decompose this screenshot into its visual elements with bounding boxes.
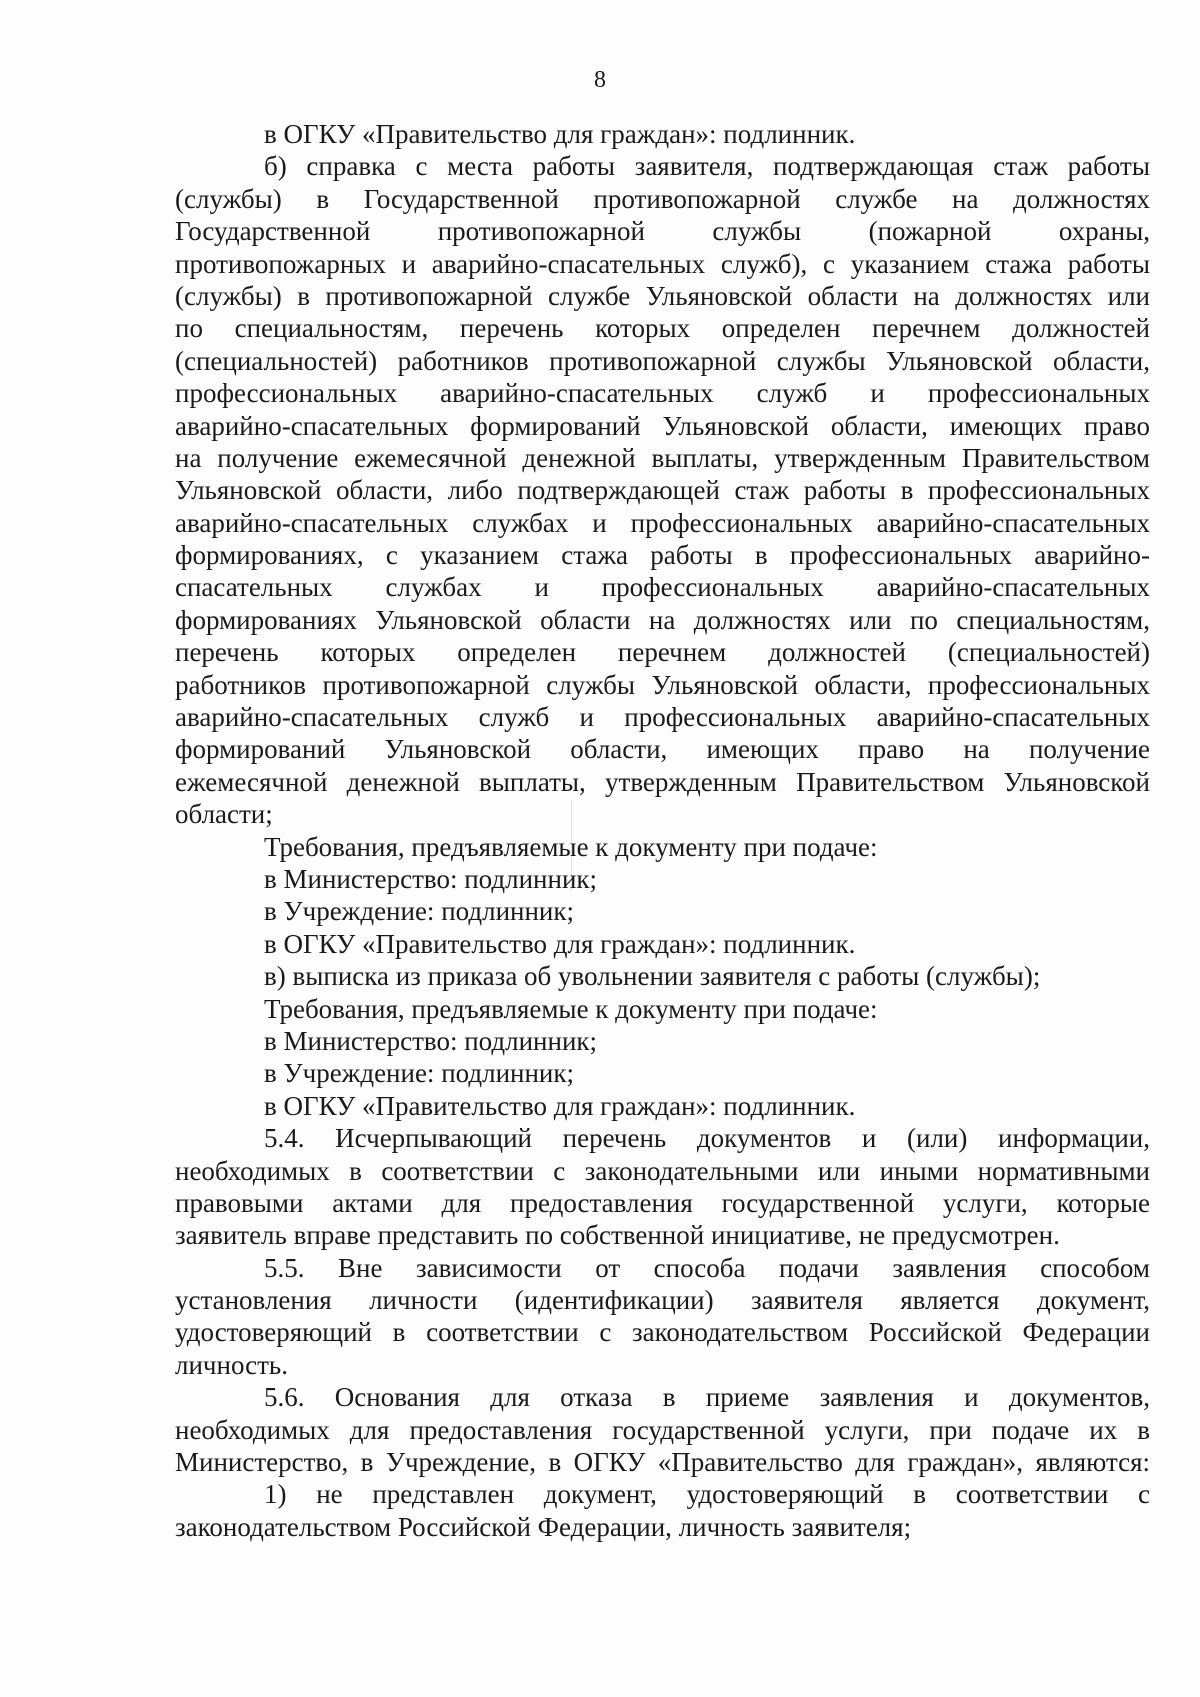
text-line: б) справка с места работы заявителя, подтверждающая стаж работы (264, 151, 1150, 182)
text-line: Требования, предъявляемые к документу при подаче: (264, 831, 878, 862)
text-line: профессиональных аварийно-спасательных служб и профессиональных (175, 378, 1150, 409)
document-body (175, 118, 1150, 1543)
text-line: законодательством Российской Федерации, личность заявителя; (175, 1511, 912, 1542)
text-line: в Министерство: подлинник; (264, 863, 598, 894)
text-line: в ОГКУ «Правительство для граждан»: подлинник. (264, 1090, 856, 1121)
text-line: 1) не представлен документ, удостоверяющий в соответствии с (264, 1479, 1150, 1510)
text-line: по специальностям, перечень которых определен перечнем должностей (175, 313, 1150, 344)
text-line: личность. (175, 1349, 288, 1380)
text-line: в) выписка из приказа об увольнении заявителя с работы (службы); (264, 961, 1041, 992)
text-line: заявитель вправе представить по собственной инициативе, не предусмотрен. (175, 1220, 1060, 1251)
text-line: работников противопожарной службы Ульяновской области, профессиональных (175, 669, 1150, 700)
text-line: в Министерство: подлинник; (264, 1025, 598, 1056)
text-line: правовыми актами для предоставления государственной услуги, которые (175, 1187, 1150, 1218)
text-line: (специальностей) работников противопожарной службы Ульяновской области, (175, 345, 1150, 376)
text-line: в ОГКУ «Правительство для граждан»: подлинник. (264, 119, 856, 149)
text-line: формированиях Ульяновской области на должностях или по специальностям, (175, 604, 1150, 635)
text-line: аварийно-спасательных формирований Ульяновской области, имеющих право (175, 410, 1150, 441)
text-line: 5.6. Основания для отказа в приеме заявления и документов, (264, 1382, 1150, 1413)
text-line: области; (175, 799, 273, 830)
text-line: спасательных службах и профессиональных аварийно-спасательных (175, 572, 1150, 603)
text-line: 5.5. Вне зависимости от способа подачи заявления способом (264, 1252, 1150, 1283)
text-line: формированиях, с указанием стажа работы в профессиональных аварийно- (175, 540, 1150, 571)
text-line: установления личности (идентификации) заявителя является документ, (175, 1285, 1150, 1316)
text-line: в Учреждение: подлинник; (264, 896, 574, 927)
text-line: аварийно-спасательных службах и профессиональных аварийно-спасательных (175, 507, 1150, 538)
text-line: в ОГКУ «Правительство для граждан»: подлинник. (264, 928, 856, 959)
text-line: (службы) в Государственной противопожарной службе на должностях (175, 183, 1150, 214)
text-line: Государственной противопожарной службы (пожарной охраны, (175, 216, 1150, 247)
text-line: аварийно-спасательных служб и профессиональных аварийно-спасательных (175, 702, 1150, 733)
text-line: необходимых в соответствии с законодательными или иными нормативными (175, 1155, 1150, 1186)
text-line: формирований Ульяновской области, имеющих право на получение (175, 734, 1150, 765)
page-number: 8 (594, 67, 606, 93)
text-line: на получение ежемесячной денежной выплаты, утвержденным Правительством (175, 442, 1150, 473)
text-line: в Учреждение: подлинник; (264, 1058, 574, 1089)
text-line: Требования, предъявляемые к документу при подаче: (264, 993, 878, 1024)
text-line: удостоверяющий в соответствии с законодательством Российской Федерации (175, 1317, 1150, 1348)
text-line: 5.4. Исчерпывающий перечень документов и (или) информации, (264, 1123, 1150, 1154)
text-line: Ульяновской области, либо подтверждающей стаж работы в профессиональных (175, 475, 1150, 506)
text-line: Министерство, в Учреждение, в ОГКУ «Правительство для граждан», являются: (175, 1447, 1150, 1478)
text-line: перечень которых определен перечнем должностей (специальностей) (175, 637, 1150, 668)
scan-artifact-line (571, 800, 572, 890)
text-line: противопожарных и аварийно-спасательных служб), с указанием стажа работы (175, 248, 1150, 279)
text-line: ежемесячной денежной выплаты, утвержденным Правительством Ульяновской (175, 766, 1150, 797)
text-line: необходимых для предоставления государственной услуги, при подаче их в (175, 1414, 1150, 1445)
text-line: (службы) в противопожарной службе Ульяновской области на должностях или (175, 280, 1150, 311)
